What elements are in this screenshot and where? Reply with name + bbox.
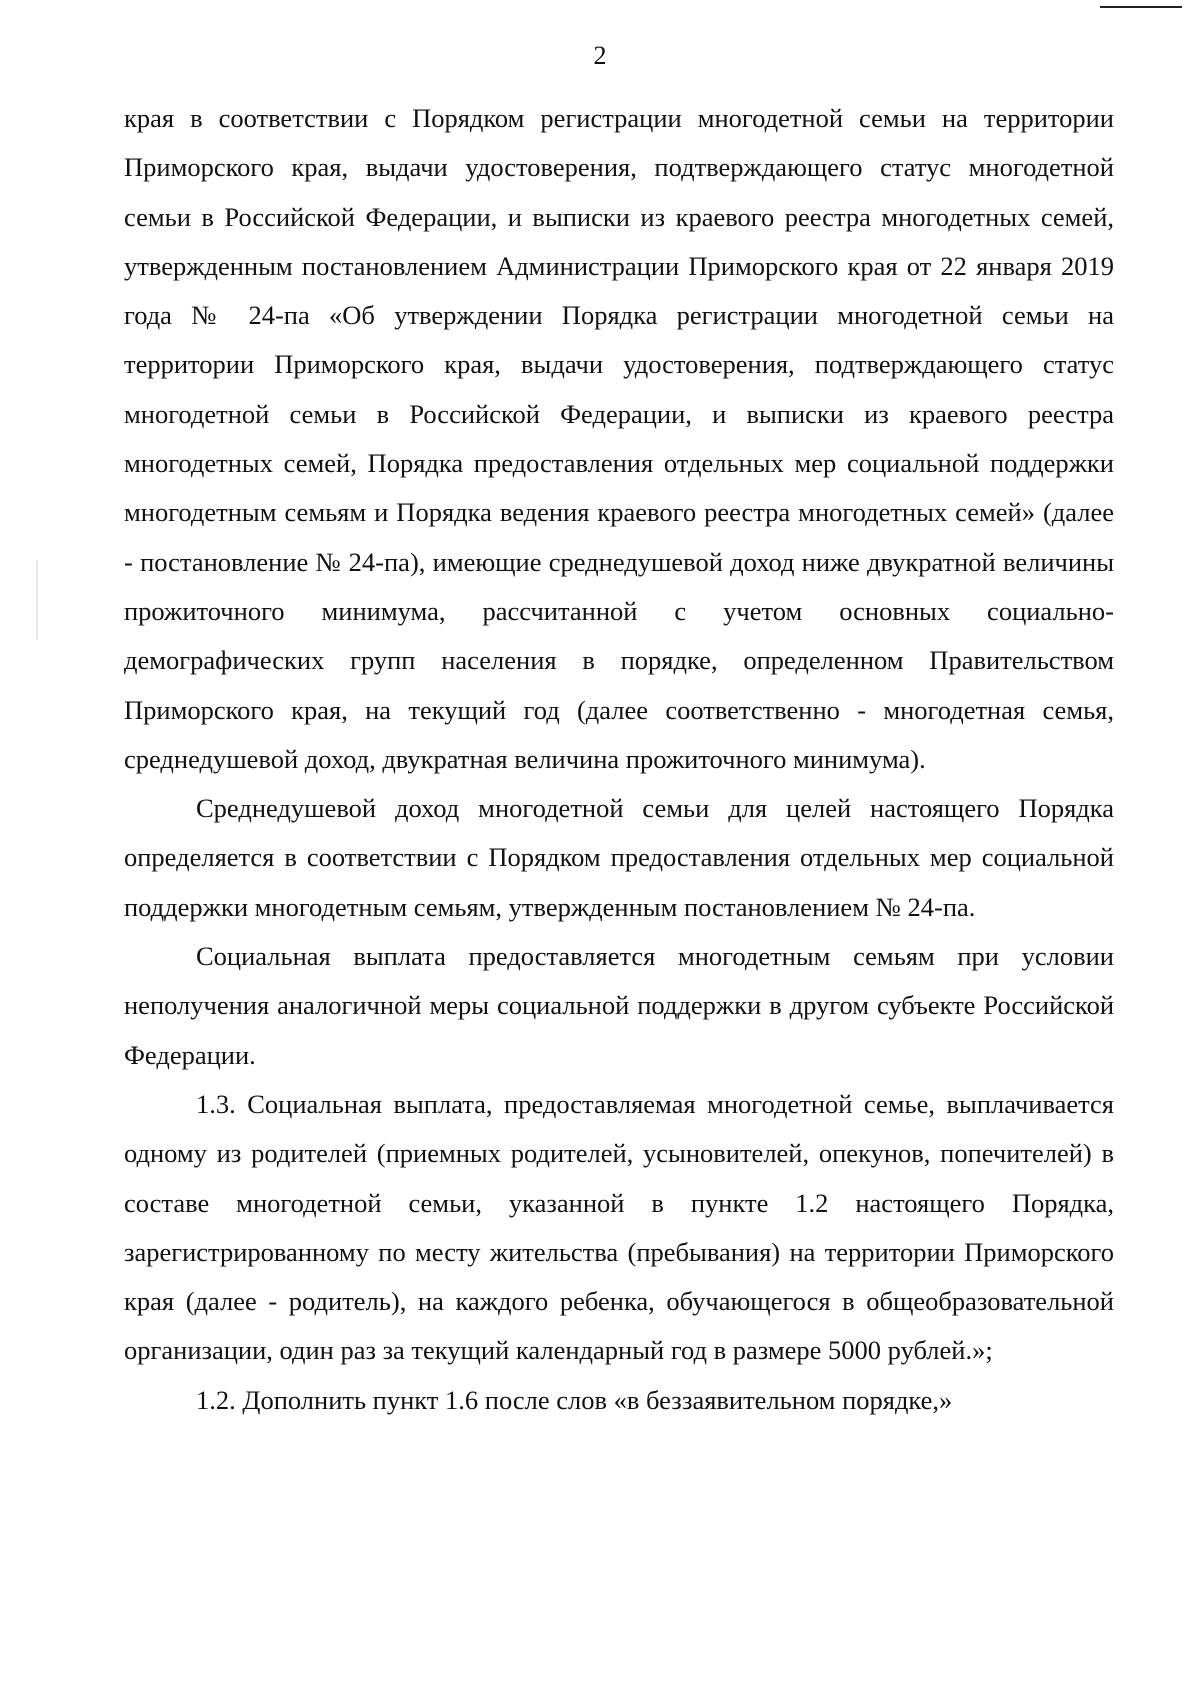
paragraph-clause-1-2-amendment: 1.2. Дополнить пункт 1.6 после слов «в беззаявительном порядке,» (196, 1384, 953, 1415)
paragraph-payment-condition: Социальная выплата предоставляется многодетным семьям при условии неполучения аналогичной меры социальной поддержки в другом субъекте Российской Федерации. (124, 941, 1114, 1070)
top-edge-rule (1100, 6, 1182, 8)
scan-margin-mark (36, 560, 38, 640)
page-number: 2 (593, 41, 607, 70)
paragraph-continuation: края в соответствии с Порядком регистрации многодетной семьи на территории Приморского края, выдачи удостоверения, подтверждающего статус многодетной семьи в Российской Федерации, и выписки из краевого реестра многодетных семей, утвержденным постановлением Администрации Приморского края от 22 января 2019 года № 24-па «Об утверждении Порядка регистрации многодетной семьи на территории Приморского края, выдачи удостоверения, подтверждающего статус многодетной семьи в Российской Федерации, и выписки из краевого реестра многодетных семей, Порядка предоставления отдельных мер социальной поддержки многодетным семьям и Порядка ведения краевого реестра многодетных семей» (далее - постановление № 24-па), имеющие среднедушевой доход ниже двукратной величины прожиточного минимума, рассчитанной с учетом основных социально-демографических групп населения в порядке, определенном Правительством Приморского края, на текущий год (далее соответственно - многодетная семья, среднедушевой доход, двукратная величина прожиточного минимума). (124, 103, 1114, 774)
document-body (124, 94, 1114, 1425)
paragraph-clause-1-3: 1.3. Социальная выплата, предоставляемая многодетной семье, выплачивается одному из родителей (приемных родителей, усыновителей, опекунов, попечителей) в составе многодетной семьи, указанной в пункте 1.2 настоящего Порядка, зарегистрированному по месту жительства (пребывания) на территории Приморского края (далее - родитель), на каждого ребенка, обучающегося в общеобразовательной организации, один раз за текущий календарный год в размере 5000 рублей.»; (124, 1088, 1114, 1366)
paragraph-income-definition: Среднедушевой доход многодетной семьи для целей настоящего Порядка определяется в соответствии с Порядком предоставления отдельных мер социальной поддержки многодетным семьям, утвержденным постановлением № 24-па. (124, 793, 1114, 922)
